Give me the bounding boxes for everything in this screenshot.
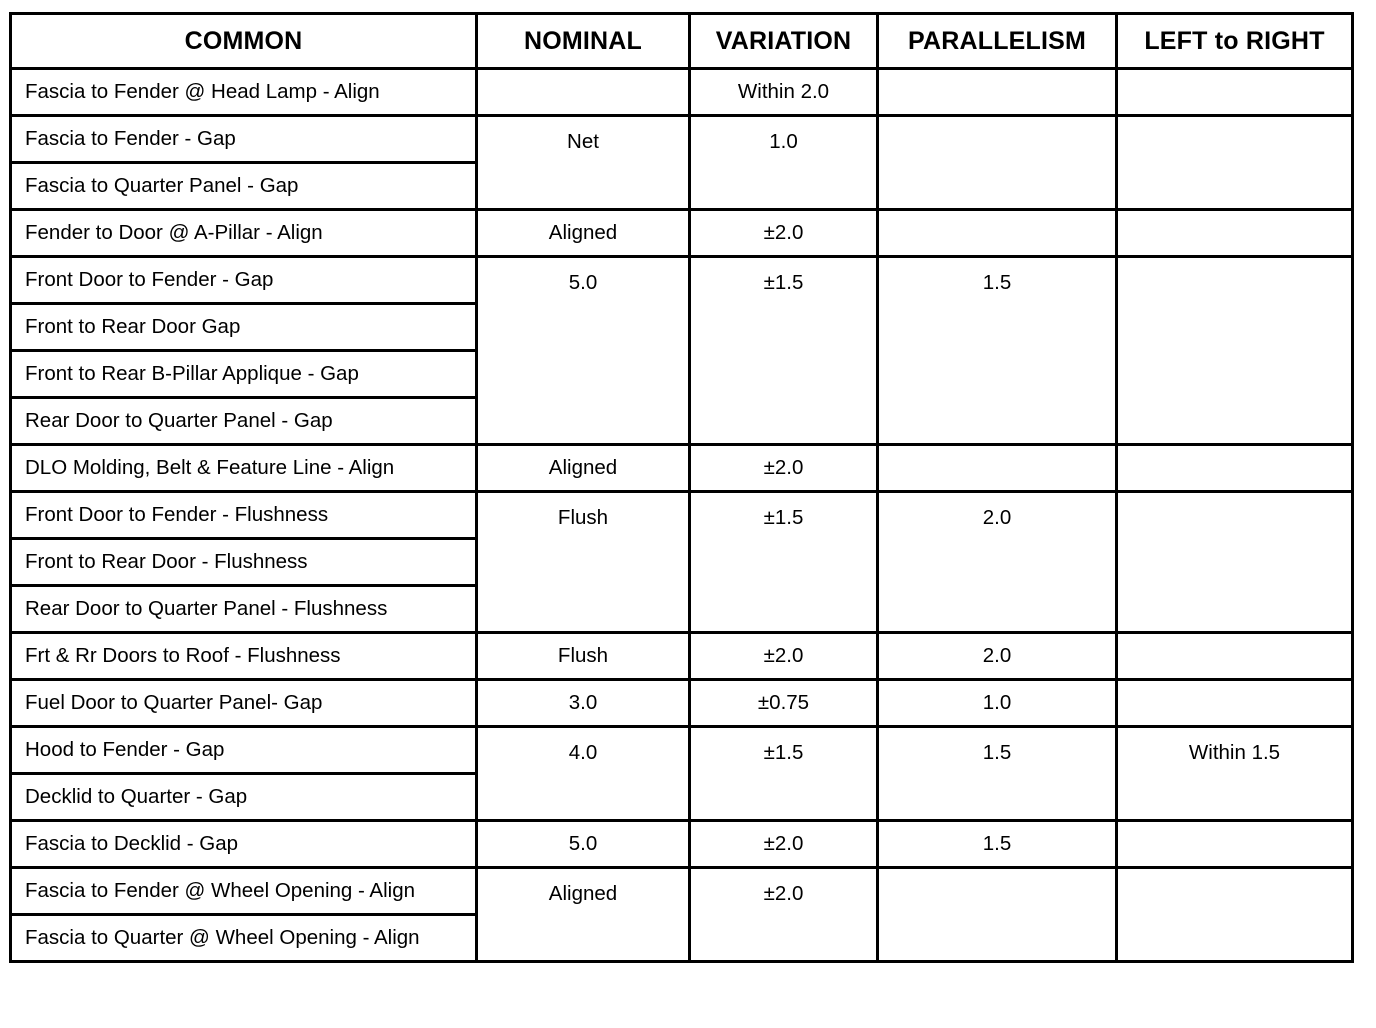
table-row — [11, 116, 1353, 163]
table-row — [11, 257, 1353, 304]
table-row — [11, 868, 1353, 915]
variation-cell: ±1.5 — [690, 727, 878, 821]
left-to-right-cell: Within 1.5 — [1117, 727, 1353, 821]
parallelism-cell — [878, 210, 1117, 257]
specification-table — [9, 12, 1354, 963]
parallelism-cell: 1.5 — [878, 727, 1117, 821]
nominal-cell: Aligned — [477, 868, 690, 962]
left-to-right-cell — [1117, 116, 1353, 210]
table-row — [11, 821, 1353, 868]
common-item-cell: Fascia to Decklid - Gap — [11, 821, 477, 868]
table-row — [11, 210, 1353, 257]
common-item-cell: Fascia to Fender - Gap — [11, 116, 477, 163]
common-item-cell: Front Door to Fender - Gap — [11, 257, 477, 304]
nominal-cell: Flush — [477, 492, 690, 633]
parallelism-cell: 1.0 — [878, 680, 1117, 727]
table-row — [11, 69, 1353, 116]
variation-cell: 1.0 — [690, 116, 878, 210]
common-item-cell: Fascia to Quarter @ Wheel Opening - Align — [11, 915, 477, 962]
variation-cell: Within 2.0 — [690, 69, 878, 116]
common-item-cell: Fuel Door to Quarter Panel- Gap — [11, 680, 477, 727]
table-header — [11, 14, 1353, 69]
variation-cell: ±2.0 — [690, 633, 878, 680]
parallelism-cell: 2.0 — [878, 633, 1117, 680]
parallelism-cell — [878, 445, 1117, 492]
variation-cell: ±1.5 — [690, 492, 878, 633]
common-item-cell: Fascia to Fender @ Head Lamp - Align — [11, 69, 477, 116]
parallelism-cell: 1.5 — [878, 257, 1117, 445]
common-item-cell: Front to Rear B-Pillar Applique - Gap — [11, 351, 477, 398]
nominal-cell — [477, 69, 690, 116]
left-to-right-cell — [1117, 210, 1353, 257]
left-to-right-cell — [1117, 680, 1353, 727]
nominal-cell: 4.0 — [477, 727, 690, 821]
variation-cell: ±2.0 — [690, 445, 878, 492]
nominal-cell: Aligned — [477, 445, 690, 492]
parallelism-cell: 2.0 — [878, 492, 1117, 633]
nominal-cell: 3.0 — [477, 680, 690, 727]
variation-cell: ±2.0 — [690, 210, 878, 257]
left-to-right-cell — [1117, 868, 1353, 962]
common-item-cell: Front to Rear Door - Flushness — [11, 539, 477, 586]
parallelism-cell — [878, 116, 1117, 210]
common-item-cell: Front Door to Fender - Flushness — [11, 492, 477, 539]
left-to-right-cell — [1117, 257, 1353, 445]
header-left-to-right: LEFT to RIGHT — [1117, 14, 1353, 69]
common-item-cell: Front to Rear Door Gap — [11, 304, 477, 351]
variation-cell: ±1.5 — [690, 257, 878, 445]
left-to-right-cell — [1117, 821, 1353, 868]
nominal-cell: Flush — [477, 633, 690, 680]
left-to-right-cell — [1117, 492, 1353, 633]
common-item-cell: Rear Door to Quarter Panel - Flushness — [11, 586, 477, 633]
common-item-cell: Fender to Door @ A-Pillar - Align — [11, 210, 477, 257]
common-item-cell: Fascia to Fender @ Wheel Opening - Align — [11, 868, 477, 915]
header-parallelism: PARALLELISM — [878, 14, 1117, 69]
nominal-cell: Aligned — [477, 210, 690, 257]
left-to-right-cell — [1117, 445, 1353, 492]
nominal-cell: 5.0 — [477, 821, 690, 868]
left-to-right-cell — [1117, 69, 1353, 116]
variation-cell: ±2.0 — [690, 821, 878, 868]
header-variation: VARIATION — [690, 14, 878, 69]
common-item-cell: Decklid to Quarter - Gap — [11, 774, 477, 821]
header-nominal: NOMINAL — [477, 14, 690, 69]
left-to-right-cell — [1117, 633, 1353, 680]
variation-cell: ±0.75 — [690, 680, 878, 727]
nominal-cell: 5.0 — [477, 257, 690, 445]
variation-cell: ±2.0 — [690, 868, 878, 962]
table-row — [11, 445, 1353, 492]
common-item-cell: Rear Door to Quarter Panel - Gap — [11, 398, 477, 445]
table-row — [11, 492, 1353, 539]
table-body — [11, 69, 1353, 962]
header-row — [11, 14, 1353, 69]
common-item-cell: DLO Molding, Belt & Feature Line - Align — [11, 445, 477, 492]
nominal-cell: Net — [477, 116, 690, 210]
table-row — [11, 680, 1353, 727]
common-item-cell: Hood to Fender - Gap — [11, 727, 477, 774]
common-item-cell: Fascia to Quarter Panel - Gap — [11, 163, 477, 210]
parallelism-cell — [878, 69, 1117, 116]
table-row — [11, 727, 1353, 774]
parallelism-cell — [878, 868, 1117, 962]
parallelism-cell: 1.5 — [878, 821, 1117, 868]
table-row — [11, 633, 1353, 680]
common-item-cell: Frt & Rr Doors to Roof - Flushness — [11, 633, 477, 680]
header-common: COMMON — [11, 14, 477, 69]
